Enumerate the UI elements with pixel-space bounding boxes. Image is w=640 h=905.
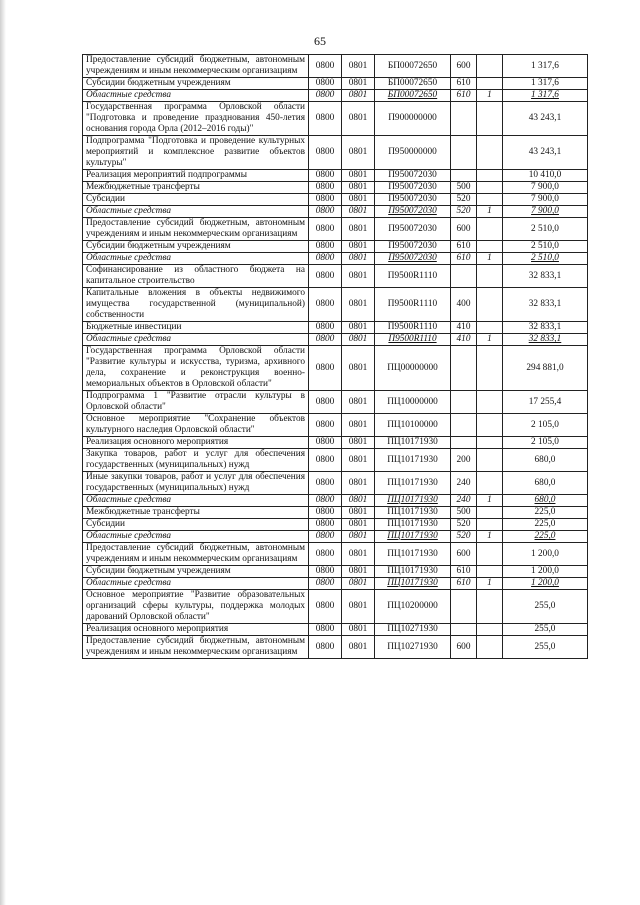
- row-expense-type: 520: [451, 531, 477, 543]
- row-name: Реализация основного мероприятия: [83, 624, 309, 636]
- row-section-code: 0800: [309, 472, 342, 495]
- table-row: [83, 519, 588, 531]
- row-funding-source: 1: [477, 90, 503, 102]
- table-row: [83, 218, 588, 241]
- row-expense-type: 520: [451, 519, 477, 531]
- scan-edge-shadow: [0, 0, 6, 905]
- row-section-code: 0800: [309, 90, 342, 102]
- row-funding-source: 1: [477, 578, 503, 590]
- row-section-code: 0800: [309, 414, 342, 437]
- table-row: [83, 437, 588, 449]
- row-funding-source: 1: [477, 334, 503, 346]
- row-expense-type: 610: [451, 241, 477, 253]
- row-target-code: ПЦ10171930: [375, 531, 451, 543]
- row-amount: 2 510,0: [503, 253, 588, 265]
- row-target-code: ПЦ10200000: [375, 590, 451, 624]
- table-row: [83, 90, 588, 102]
- row-expense-type: [451, 391, 477, 414]
- row-amount: 7 900,0: [503, 194, 588, 206]
- row-funding-source: [477, 218, 503, 241]
- row-subsection-code: 0801: [342, 414, 375, 437]
- row-subsection-code: 0801: [342, 322, 375, 334]
- row-amount: 32 833,1: [503, 265, 588, 288]
- row-section-code: 0800: [309, 636, 342, 659]
- row-expense-type: 410: [451, 322, 477, 334]
- row-name: Субсидии бюджетным учреждениям: [83, 78, 309, 90]
- row-funding-source: [477, 519, 503, 531]
- table-row: [83, 543, 588, 566]
- row-target-code: ПЦ10171930: [375, 519, 451, 531]
- row-section-code: 0800: [309, 182, 342, 194]
- row-amount: 255,0: [503, 590, 588, 624]
- row-amount: 225,0: [503, 519, 588, 531]
- row-subsection-code: 0801: [342, 55, 375, 78]
- row-target-code: БП00072650: [375, 90, 451, 102]
- row-subsection-code: 0801: [342, 346, 375, 391]
- row-target-code: ПЦ10171930: [375, 437, 451, 449]
- row-target-code: П950072030: [375, 170, 451, 182]
- row-funding-source: [477, 543, 503, 566]
- row-subsection-code: 0801: [342, 391, 375, 414]
- row-target-code: П950072030: [375, 182, 451, 194]
- row-section-code: 0800: [309, 519, 342, 531]
- row-funding-source: [477, 78, 503, 90]
- row-name: Субсидии: [83, 194, 309, 206]
- row-funding-source: [477, 265, 503, 288]
- row-funding-source: 1: [477, 531, 503, 543]
- row-expense-type: [451, 102, 477, 136]
- row-subsection-code: 0801: [342, 636, 375, 659]
- row-target-code: П9500R1110: [375, 288, 451, 322]
- row-funding-source: [477, 472, 503, 495]
- row-funding-source: 1: [477, 253, 503, 265]
- row-name: Межбюджетные трансферты: [83, 507, 309, 519]
- row-subsection-code: 0801: [342, 90, 375, 102]
- row-name: Государственная программа Орловской области "Подготовка и проведение празднования 450-летия основания города Орла (2012–2016 годы)": [83, 102, 309, 136]
- row-amount: 2 105,0: [503, 437, 588, 449]
- row-expense-type: 410: [451, 334, 477, 346]
- row-amount: 2 510,0: [503, 218, 588, 241]
- row-subsection-code: 0801: [342, 206, 375, 218]
- row-section-code: 0800: [309, 624, 342, 636]
- row-amount: 680,0: [503, 472, 588, 495]
- row-target-code: ПЦ10100000: [375, 414, 451, 437]
- row-expense-type: 520: [451, 194, 477, 206]
- row-subsection-code: 0801: [342, 624, 375, 636]
- row-target-code: ПЦ10171930: [375, 449, 451, 472]
- row-expense-type: 400: [451, 288, 477, 322]
- row-amount: 1 317,6: [503, 90, 588, 102]
- row-name: Областные средства: [83, 495, 309, 507]
- row-subsection-code: 0801: [342, 531, 375, 543]
- row-target-code: П9500R1110: [375, 334, 451, 346]
- row-name: Основное мероприятие "Развитие образовательных организаций сферы культуры, поддержка молодых дарований Орловской области": [83, 590, 309, 624]
- row-expense-type: 240: [451, 472, 477, 495]
- row-target-code: ПЦ10171930: [375, 495, 451, 507]
- row-funding-source: [477, 102, 503, 136]
- row-funding-source: [477, 170, 503, 182]
- row-amount: 1 317,6: [503, 55, 588, 78]
- row-subsection-code: 0801: [342, 507, 375, 519]
- table-row: [83, 182, 588, 194]
- row-subsection-code: 0801: [342, 194, 375, 206]
- budget-table: [82, 54, 588, 659]
- row-expense-type: 610: [451, 578, 477, 590]
- row-name: Областные средства: [83, 578, 309, 590]
- row-section-code: 0800: [309, 334, 342, 346]
- row-target-code: П950072030: [375, 241, 451, 253]
- row-section-code: 0800: [309, 322, 342, 334]
- row-expense-type: 600: [451, 55, 477, 78]
- row-section-code: 0800: [309, 170, 342, 182]
- row-amount: 17 255,4: [503, 391, 588, 414]
- row-funding-source: [477, 194, 503, 206]
- row-section-code: 0800: [309, 218, 342, 241]
- table-row: [83, 346, 588, 391]
- row-expense-type: 200: [451, 449, 477, 472]
- row-amount: 255,0: [503, 636, 588, 659]
- row-name: Иные закупки товаров, работ и услуг для обеспечения государственных (муниципальных) нужд: [83, 472, 309, 495]
- row-name: Подпрограмма 1 "Развитие отрасли культуры в Орловской области": [83, 391, 309, 414]
- row-amount: 7 900,0: [503, 206, 588, 218]
- table-row: [83, 449, 588, 472]
- table-row: [83, 288, 588, 322]
- row-name: Бюджетные инвестиции: [83, 322, 309, 334]
- row-funding-source: [477, 55, 503, 78]
- row-subsection-code: 0801: [342, 566, 375, 578]
- row-amount: 2 105,0: [503, 414, 588, 437]
- row-subsection-code: 0801: [342, 472, 375, 495]
- row-expense-type: [451, 624, 477, 636]
- row-target-code: ПЦ10171930: [375, 472, 451, 495]
- row-name: Областные средства: [83, 334, 309, 346]
- row-funding-source: [477, 507, 503, 519]
- row-subsection-code: 0801: [342, 265, 375, 288]
- table-row: [83, 206, 588, 218]
- row-expense-type: [451, 590, 477, 624]
- row-amount: 294 881,0: [503, 346, 588, 391]
- row-expense-type: 240: [451, 495, 477, 507]
- row-amount: 680,0: [503, 495, 588, 507]
- table-row: [83, 578, 588, 590]
- page-number: 65: [314, 34, 326, 48]
- row-name: Областные средства: [83, 253, 309, 265]
- table-row: [83, 194, 588, 206]
- row-section-code: 0800: [309, 102, 342, 136]
- row-target-code: П950072030: [375, 218, 451, 241]
- row-name: Предоставление субсидий бюджетным, автономным учреждениям и иным некоммерческим организациям: [83, 55, 309, 78]
- row-funding-source: [477, 322, 503, 334]
- row-target-code: ПЦ10171930: [375, 507, 451, 519]
- table-row: [83, 78, 588, 90]
- row-section-code: 0800: [309, 241, 342, 253]
- row-name: Областные средства: [83, 90, 309, 102]
- row-name: Предоставление субсидий бюджетным, автономным учреждениям и иным некоммерческим организациям: [83, 218, 309, 241]
- row-subsection-code: 0801: [342, 519, 375, 531]
- row-section-code: 0800: [309, 206, 342, 218]
- row-section-code: 0800: [309, 566, 342, 578]
- budget-table-body: [83, 55, 588, 659]
- row-name: Основное мероприятие "Сохранение объектов культурного наследия Орловской области": [83, 414, 309, 437]
- row-expense-type: 600: [451, 218, 477, 241]
- row-section-code: 0800: [309, 543, 342, 566]
- row-target-code: П900000000: [375, 102, 451, 136]
- row-amount: 2 510,0: [503, 241, 588, 253]
- table-row: [83, 102, 588, 136]
- row-expense-type: 610: [451, 253, 477, 265]
- row-target-code: П950072030: [375, 253, 451, 265]
- row-amount: 32 833,1: [503, 322, 588, 334]
- row-target-code: ПЦ10171930: [375, 578, 451, 590]
- row-expense-type: 520: [451, 206, 477, 218]
- row-name: Реализация основного мероприятия: [83, 437, 309, 449]
- row-target-code: ПЦ10171930: [375, 566, 451, 578]
- row-subsection-code: 0801: [342, 578, 375, 590]
- row-section-code: 0800: [309, 531, 342, 543]
- row-expense-type: [451, 170, 477, 182]
- row-expense-type: 500: [451, 182, 477, 194]
- row-target-code: ПЦ00000000: [375, 346, 451, 391]
- table-row: [83, 507, 588, 519]
- row-funding-source: [477, 241, 503, 253]
- table-row: [83, 566, 588, 578]
- row-name: Реализация мероприятий подпрограммы: [83, 170, 309, 182]
- row-funding-source: [477, 449, 503, 472]
- row-subsection-code: 0801: [342, 253, 375, 265]
- row-subsection-code: 0801: [342, 182, 375, 194]
- row-section-code: 0800: [309, 265, 342, 288]
- row-subsection-code: 0801: [342, 495, 375, 507]
- table-row: [83, 253, 588, 265]
- row-funding-source: 1: [477, 495, 503, 507]
- row-funding-source: [477, 566, 503, 578]
- row-amount: 225,0: [503, 507, 588, 519]
- row-name: Закупка товаров, работ и услуг для обеспечения государственных (муниципальных) нужд: [83, 449, 309, 472]
- row-target-code: БП00072650: [375, 55, 451, 78]
- table-row: [83, 590, 588, 624]
- table-row: [83, 495, 588, 507]
- row-section-code: 0800: [309, 78, 342, 90]
- row-section-code: 0800: [309, 194, 342, 206]
- row-target-code: П9500R1110: [375, 322, 451, 334]
- row-amount: 10 410,0: [503, 170, 588, 182]
- row-expense-type: [451, 414, 477, 437]
- row-name: Областные средства: [83, 206, 309, 218]
- row-funding-source: [477, 624, 503, 636]
- row-section-code: 0800: [309, 253, 342, 265]
- row-funding-source: [477, 346, 503, 391]
- table-row: [83, 265, 588, 288]
- row-section-code: 0800: [309, 437, 342, 449]
- row-target-code: ПЦ10000000: [375, 391, 451, 414]
- row-name: Областные средства: [83, 531, 309, 543]
- row-name: Софинансирование из областного бюджета на капитальное строительство: [83, 265, 309, 288]
- row-amount: 32 833,1: [503, 334, 588, 346]
- row-expense-type: [451, 437, 477, 449]
- table-row: [83, 170, 588, 182]
- row-name: Субсидии бюджетным учреждениям: [83, 566, 309, 578]
- table-row: [83, 531, 588, 543]
- row-amount: 7 900,0: [503, 182, 588, 194]
- row-funding-source: [477, 182, 503, 194]
- row-expense-type: 610: [451, 566, 477, 578]
- row-subsection-code: 0801: [342, 102, 375, 136]
- row-expense-type: 600: [451, 636, 477, 659]
- row-name: Предоставление субсидий бюджетным, автономным учреждениям и иным некоммерческим организациям: [83, 636, 309, 659]
- row-expense-type: 500: [451, 507, 477, 519]
- row-name: Подпрограмма "Подготовка и проведение культурных мероприятий и комплексное развитие объектов культуры": [83, 136, 309, 170]
- table-row: [83, 334, 588, 346]
- row-amount: 225,0: [503, 531, 588, 543]
- row-expense-type: 600: [451, 543, 477, 566]
- row-target-code: П950072030: [375, 194, 451, 206]
- row-section-code: 0800: [309, 55, 342, 78]
- row-subsection-code: 0801: [342, 543, 375, 566]
- table-row: [83, 391, 588, 414]
- row-amount: 1 200,0: [503, 566, 588, 578]
- row-target-code: ПЦ10271930: [375, 636, 451, 659]
- row-funding-source: 1: [477, 206, 503, 218]
- row-target-code: П950000000: [375, 136, 451, 170]
- row-expense-type: 610: [451, 78, 477, 90]
- row-subsection-code: 0801: [342, 170, 375, 182]
- row-section-code: 0800: [309, 136, 342, 170]
- table-row: [83, 624, 588, 636]
- row-funding-source: [477, 136, 503, 170]
- row-amount: 32 833,1: [503, 288, 588, 322]
- row-funding-source: [477, 414, 503, 437]
- row-amount: 43 243,1: [503, 102, 588, 136]
- table-row: [83, 322, 588, 334]
- row-name: Субсидии: [83, 519, 309, 531]
- row-expense-type: [451, 265, 477, 288]
- row-amount: 1 200,0: [503, 578, 588, 590]
- row-target-code: П9500R1110: [375, 265, 451, 288]
- table-row: [83, 414, 588, 437]
- row-funding-source: [477, 636, 503, 659]
- row-target-code: БП00072650: [375, 78, 451, 90]
- row-amount: 1 200,0: [503, 543, 588, 566]
- row-subsection-code: 0801: [342, 288, 375, 322]
- row-subsection-code: 0801: [342, 241, 375, 253]
- row-subsection-code: 0801: [342, 449, 375, 472]
- row-amount: 680,0: [503, 449, 588, 472]
- row-section-code: 0800: [309, 578, 342, 590]
- row-funding-source: [477, 437, 503, 449]
- row-subsection-code: 0801: [342, 218, 375, 241]
- row-target-code: ПЦ10271930: [375, 624, 451, 636]
- row-funding-source: [477, 288, 503, 322]
- row-section-code: 0800: [309, 449, 342, 472]
- row-expense-type: 610: [451, 90, 477, 102]
- row-name: Субсидии бюджетным учреждениям: [83, 241, 309, 253]
- row-subsection-code: 0801: [342, 590, 375, 624]
- row-amount: 43 243,1: [503, 136, 588, 170]
- row-target-code: П950072030: [375, 206, 451, 218]
- row-section-code: 0800: [309, 346, 342, 391]
- row-name: Межбюджетные трансферты: [83, 182, 309, 194]
- table-row: [83, 472, 588, 495]
- row-expense-type: [451, 346, 477, 391]
- row-section-code: 0800: [309, 391, 342, 414]
- row-amount: 255,0: [503, 624, 588, 636]
- row-target-code: ПЦ10171930: [375, 543, 451, 566]
- row-section-code: 0800: [309, 507, 342, 519]
- row-subsection-code: 0801: [342, 78, 375, 90]
- row-section-code: 0800: [309, 590, 342, 624]
- row-subsection-code: 0801: [342, 136, 375, 170]
- row-subsection-code: 0801: [342, 437, 375, 449]
- row-name: Капитальные вложения в объекты недвижимого имущества государственной (муниципальной) собственности: [83, 288, 309, 322]
- table-row: [83, 636, 588, 659]
- row-name: Предоставление субсидий бюджетным, автономным учреждениям и иным некоммерческим организациям: [83, 543, 309, 566]
- table-row: [83, 241, 588, 253]
- row-funding-source: [477, 391, 503, 414]
- row-funding-source: [477, 590, 503, 624]
- table-row: [83, 55, 588, 78]
- row-section-code: 0800: [309, 495, 342, 507]
- row-name: Государственная программа Орловской области "Развитие культуры и искусства, туризма, архивного дела, сохранение и реконструкция военно-мемориальных объектов в Орловской области": [83, 346, 309, 391]
- row-subsection-code: 0801: [342, 334, 375, 346]
- row-section-code: 0800: [309, 288, 342, 322]
- row-amount: 1 317,6: [503, 78, 588, 90]
- row-expense-type: [451, 136, 477, 170]
- table-row: [83, 136, 588, 170]
